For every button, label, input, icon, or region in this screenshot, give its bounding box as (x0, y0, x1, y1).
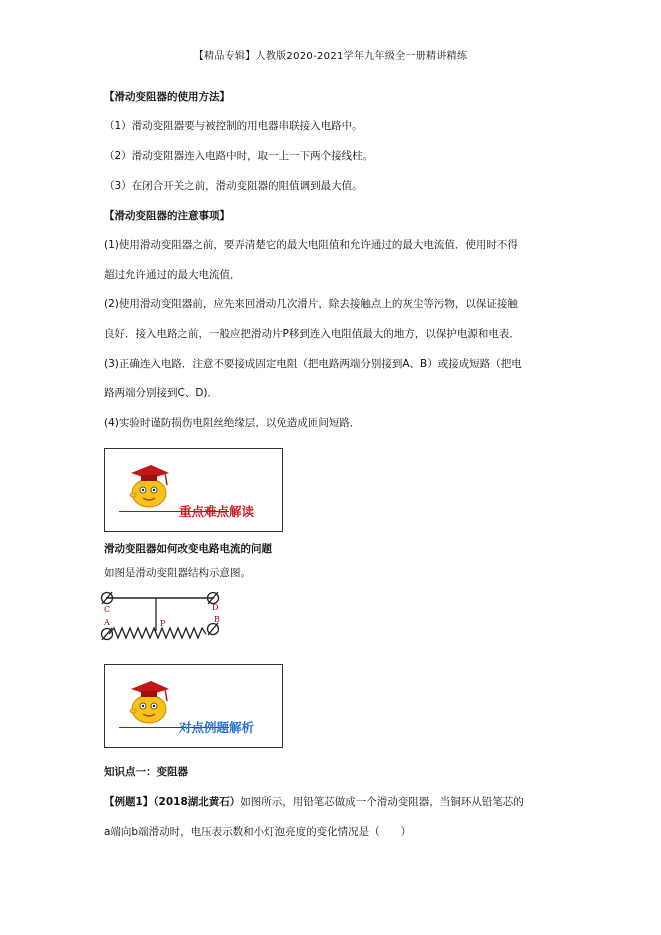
note-line-5: (3)正确连入电路．注意不要接成固定电阻（把电路两端分别接到A、B）或接成短路（把电 (104, 358, 522, 370)
section-title-usage: 【滑动变阻器的使用方法】 (104, 91, 230, 103)
banner-title: 重点难点解读 (179, 504, 255, 519)
note-line-7: (4)实验时谨防损伤电阻丝绝缘层，以免造成匝间短路． (104, 417, 361, 429)
example-label: 【例题1】 (104, 796, 154, 808)
label-b: B (214, 615, 220, 624)
label-p: P (160, 619, 166, 628)
usage-item-1: （1）滑动变阻器要与被控制的用电器串联接入电路中。 (104, 120, 363, 132)
banner-title: 对点例题解析 (179, 720, 255, 735)
note-line-3: (2)使用滑动变阻器前，应先来回滑动几次滑片，除去接触点上的灰尘等污物，以保证接触 (104, 298, 518, 310)
resistance-wire (109, 628, 206, 638)
example-source: （2018湖北黄石） (153, 796, 241, 808)
diagram-intro: 如图是滑动变阻器结构示意图。 (104, 567, 251, 579)
section-title-knowledge: 知识点一：变阻器 (104, 766, 188, 778)
usage-item-3: （3）在闭合开关之前，滑动变阻器的阻值调到最大值。 (104, 180, 363, 192)
example-1-line-2: a端向b端滑动时，电压表示数和小灯泡亮度的变化情况是（ ） (104, 826, 412, 838)
example-text: 如图所示，用铅笔芯做成一个滑动变阻器，当铜环从铅笔芯的 (240, 796, 524, 808)
note-line-1: (1)使用滑动变阻器之前，要弄清楚它的最大电阻值和允许通过的最大电流值．使用时不得 (104, 239, 518, 251)
note-line-2: 超过允许通过的最大电流值． (104, 269, 241, 281)
rheostat-diagram (96, 584, 230, 646)
section-title-current: 滑动变阻器如何改变电路电流的问题 (104, 543, 272, 555)
usage-item-2: （2）滑动变阻器连入电路中时，取一上一下两个接线柱。 (104, 150, 374, 162)
label-d: D (212, 603, 219, 612)
label-c: C (104, 605, 111, 614)
example-1-line-1 (104, 795, 524, 809)
mascot-icon (121, 671, 177, 727)
examples-banner (104, 664, 283, 748)
mascot-icon (121, 455, 177, 511)
note-line-4: 良好．接入电路之前，一般应把滑动片P移到连入电阻值最大的地方，以保护电源和电表． (104, 328, 520, 340)
page-header: 【精品专辑】人教版2020-2021学年九年级全一册精讲精练 (193, 51, 468, 62)
section-title-notes: 【滑动变阻器的注意事项】 (104, 210, 230, 222)
key-points-banner (104, 448, 283, 532)
note-line-6: 路两端分别接到C、D)． (104, 387, 219, 399)
label-a: A (104, 618, 110, 627)
